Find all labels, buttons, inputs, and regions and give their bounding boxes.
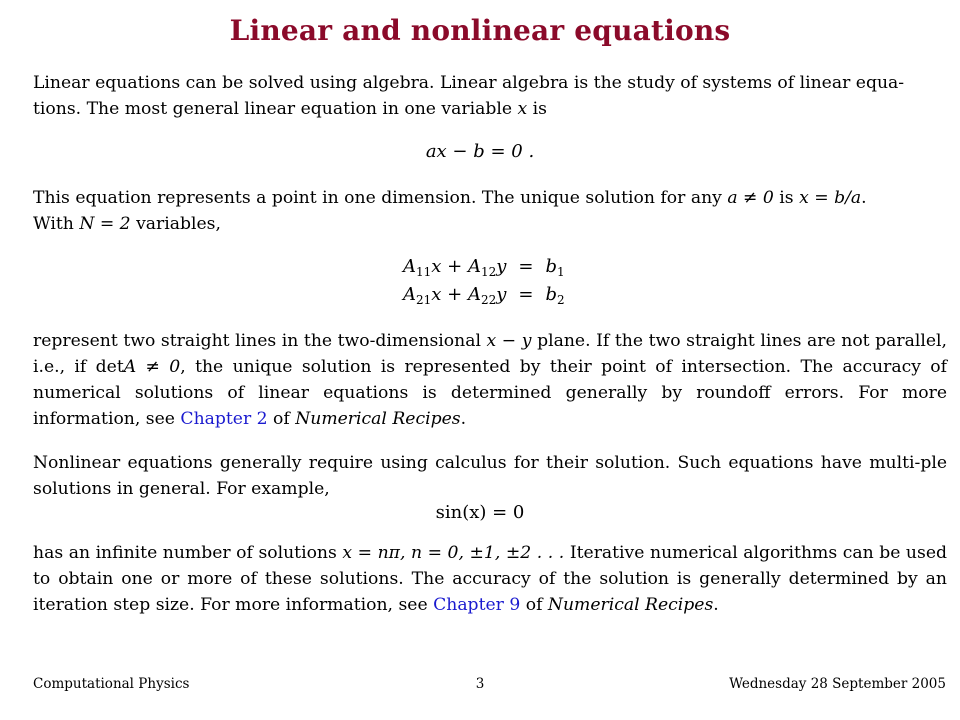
paragraph-infinite-solutions <box>33 540 947 618</box>
para2-line2-pre: With <box>33 214 80 234</box>
para5-t1: has an infinite number of solutions <box>33 543 343 563</box>
para1-line2-pre: tions. The most general linear equation in one variable <box>33 99 518 119</box>
variable-x: x <box>517 99 528 119</box>
para3-t5: . <box>460 409 467 429</box>
equation-linear-one-var: ax − b = 0 . <box>425 141 535 162</box>
equation-system-lhs-2: $A_{21}x + A_{22}y$ <box>403 283 507 307</box>
para2-mid: is <box>773 188 800 208</box>
paragraph-two-lines <box>33 328 947 432</box>
solution-x-equals-b-over-a: x = b/a <box>799 188 862 208</box>
det-a-nonzero: A ≠ 0 <box>123 357 181 377</box>
equation-system-lhs-1: $A_{11}x + A_{12}y$ <box>403 255 507 279</box>
footer-date: Wednesday 28 September 2005 <box>729 676 946 692</box>
chapter-2-link[interactable]: Chapter 2 <box>180 409 268 429</box>
para3-t2: plane. If the two straight lines are not parallel, i.e., if det <box>33 331 948 377</box>
paragraph-point-solution <box>33 185 947 237</box>
equation-system <box>403 252 565 308</box>
para2-post: . <box>861 188 867 208</box>
paragraph-linear-intro <box>33 70 947 122</box>
para5-t3: of <box>520 595 548 615</box>
para5-t2: Iterative numerical algorithms can be used to obtain one or more of these solutions. The accuracy of the solution is generally determined by an iteration step size. For more information, see <box>33 543 947 615</box>
equation-system-row-1 <box>403 252 565 280</box>
para2-line2-post: variables, <box>130 214 221 234</box>
n-equals-2: N = 2 <box>79 214 131 234</box>
footer-page-number: 3 <box>475 676 485 692</box>
para2-pre: This equation represents a point in one dimension. The unique solution for any <box>33 188 728 208</box>
solutions-n-pi: x = nπ, n = 0, ±1, ±2 . . . <box>342 543 565 563</box>
equation-system-equals-2: = <box>518 283 534 305</box>
condition-a-nonzero: a ≠ 0 <box>727 188 774 208</box>
para5-t4: . <box>713 595 719 615</box>
x-minus-y: x − y <box>486 331 532 351</box>
para1-line2-post: is <box>527 99 547 119</box>
equation-system-rhs-1: $b_1$ <box>545 255 565 279</box>
chapter-9-link[interactable]: Chapter 9 <box>433 595 521 615</box>
equation-system-equals-1: = <box>518 255 534 277</box>
footer-course-name: Computational Physics <box>33 676 190 692</box>
para3-t1: represent two straight lines in the two-dimensional <box>33 331 487 351</box>
equation-system-rhs-2: $b_2$ <box>545 283 565 307</box>
book-title: Numerical Recipes <box>547 595 714 615</box>
slide-title: Linear and nonlinear equations <box>229 14 731 47</box>
equation-system-row-2 <box>403 280 565 308</box>
para1-line1: Linear equations can be solved using algebra. Linear algebra is the study of systems of linear equa- <box>33 73 905 93</box>
paragraph-nonlinear-intro: Nonlinear equations generally require using calculus for their solution. Such equations have multi-ple solutions in general. For example, <box>33 453 947 499</box>
para3-t3: , the unique solution is represented by their point of intersection. The accuracy of numerical solutions of linear equations is determined generally by roundoff errors. For more information, see <box>33 357 947 429</box>
equation-sin-x: sin(x) = 0 <box>435 502 525 523</box>
para3-t4: of <box>267 409 296 429</box>
book-title: Numerical Recipes <box>295 409 461 429</box>
